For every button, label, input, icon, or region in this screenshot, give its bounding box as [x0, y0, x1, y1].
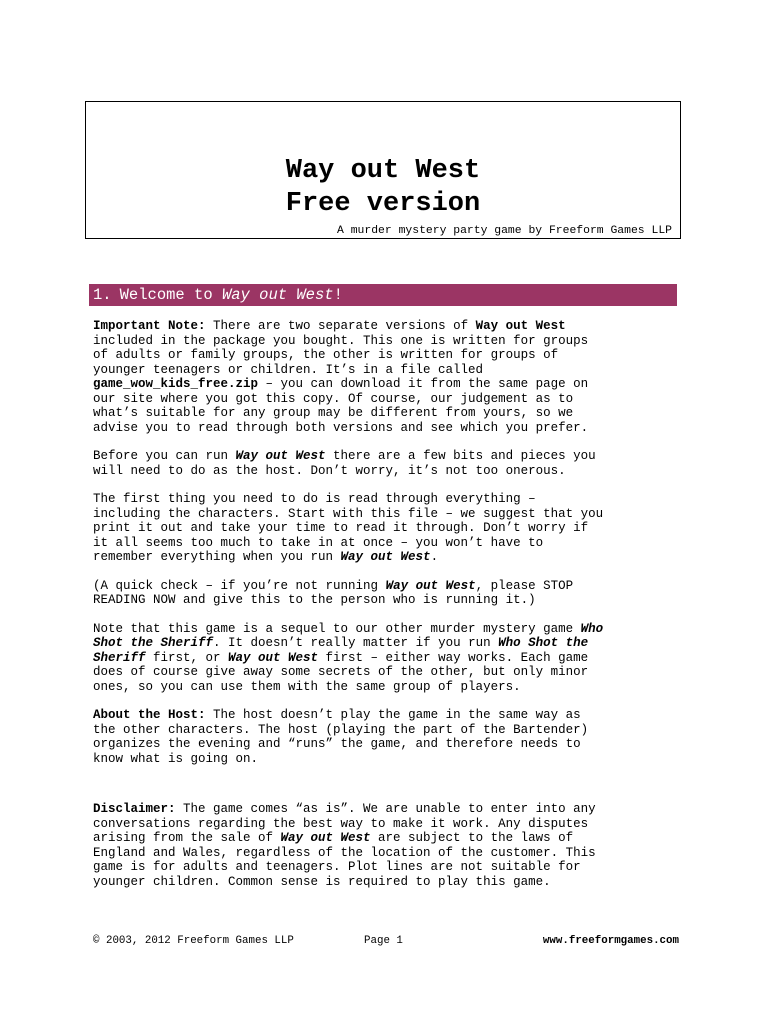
text-line: does of course give away some secrets of the other, but only minor	[93, 665, 589, 679]
text-line: ones, so you can use them with the same group of players.	[93, 679, 521, 694]
game-title-ref: Way out West	[340, 550, 431, 564]
text-run: are subject to the laws of	[370, 831, 574, 845]
text-line: the other characters. The host (playing the part of the Bartender)	[93, 722, 589, 737]
text-run: – you can download it from the same page on	[258, 377, 589, 391]
text-line: it all seems too much to take in at once – you won’t have to	[93, 535, 544, 550]
text-run: . It doesn’t really matter if you run	[213, 636, 499, 650]
paragraph-disclaimer	[93, 802, 683, 889]
text-line: will need to do as the host. Don’t worry, it’s not too onerous.	[93, 463, 566, 478]
section-number: 1.	[93, 286, 112, 304]
text-line: The first thing you need to do is read through everything –	[93, 492, 536, 506]
game-title-ref: Way out West	[228, 650, 319, 665]
paragraph-sequel-note	[93, 622, 683, 695]
paragraph-quick-check	[93, 579, 683, 608]
game-title-ref: Way out West	[385, 578, 476, 593]
other-game-title-ref: Who Shot the	[498, 636, 589, 650]
text-run: Note that this game is a sequel to our other murder mystery game	[93, 621, 581, 636]
other-game-title-ref: Who	[580, 621, 604, 636]
other-game-title-ref: Sheriff	[93, 650, 146, 665]
document-title: Way out West	[285, 156, 481, 186]
body-content	[93, 319, 683, 903]
important-note-label: Important Note:	[93, 319, 206, 333]
text-run: first – either way works. Each game	[318, 650, 589, 665]
document-subtitle-version: Free version	[285, 189, 481, 219]
footer-page-number: Page 1	[364, 935, 403, 947]
disclaimer-label: Disclaimer:	[93, 802, 176, 816]
paragraph-important-note	[93, 319, 683, 435]
game-title-ref: Way out West	[475, 319, 566, 333]
text-run: Before you can run	[93, 449, 236, 463]
text-line: included in the package you bought. This one is written for groups	[93, 333, 589, 348]
text-run: .	[430, 550, 439, 564]
text-line: know what is going on.	[93, 751, 259, 766]
text-line: what’s suitable for any group may be different from yours, so we	[93, 406, 574, 420]
text-line: conversations regarding the best way to make it work. Any disputes	[93, 816, 589, 831]
text-line: including the characters. Start with this file – we suggest that you	[93, 506, 604, 521]
text-line: our site where you got this copy. Of course, our judgement as to	[93, 391, 574, 406]
document-byline: A murder mystery party game by Freeform Games LLP	[337, 225, 672, 237]
text-line: print it out and take your time to read it through. Don’t worry if	[93, 521, 589, 535]
kids-file-name: game_wow_kids_free.zip	[93, 377, 259, 391]
text-line: of adults or family groups, the other is written for groups of	[93, 348, 559, 362]
text-run: remember everything when you run	[93, 550, 341, 564]
text-line: organizes the evening and “runs” the game, and therefore needs to	[93, 737, 581, 751]
text-run: arising from the sale of	[93, 831, 281, 845]
text-line: younger children. Common sense is required to play this game.	[93, 874, 551, 889]
text-line: game is for adults and teenagers. Plot lines are not suitable for	[93, 860, 581, 874]
text-line: England and Wales, regardless of the location of the customer. This	[93, 845, 596, 860]
paragraph-before-run	[93, 449, 683, 478]
text-run: The game comes “as is”. We are unable to enter into any	[175, 802, 596, 816]
paragraph-first-thing	[93, 492, 683, 565]
text-run: There are two separate versions of	[205, 319, 476, 333]
text-line: younger teenagers or children. It’s in a file called	[93, 362, 484, 377]
game-title-ref: Way out West	[280, 831, 371, 845]
text-run: , please STOP	[475, 578, 574, 593]
text-run: there are a few bits and pieces you	[325, 449, 596, 463]
section-heading-prefix: Welcome to	[119, 286, 222, 304]
game-title-ref: Way out West	[235, 449, 326, 463]
other-game-title-ref: Shot the Sheriff	[93, 636, 214, 650]
about-host-label: About the Host:	[93, 708, 206, 722]
section-heading-bar	[89, 284, 677, 306]
text-line: READING NOW and give this to the person who is running it.)	[93, 593, 536, 607]
section-heading-game-title: Way out West	[221, 286, 334, 304]
title-box	[85, 101, 681, 239]
text-run: (A quick check – if you’re not running	[93, 578, 386, 593]
text-run: first, or	[145, 650, 229, 665]
section-heading-suffix: !	[333, 286, 343, 304]
text-line: advise you to read through both versions and see which you prefer.	[93, 420, 589, 435]
paragraph-about-host	[93, 708, 683, 766]
footer-copyright: © 2003, 2012 Freeform Games LLP	[93, 935, 294, 947]
text-run: The host doesn’t play the game in the same way as	[205, 708, 581, 722]
footer-website-link[interactable]: www.freeformgames.com	[542, 935, 679, 947]
